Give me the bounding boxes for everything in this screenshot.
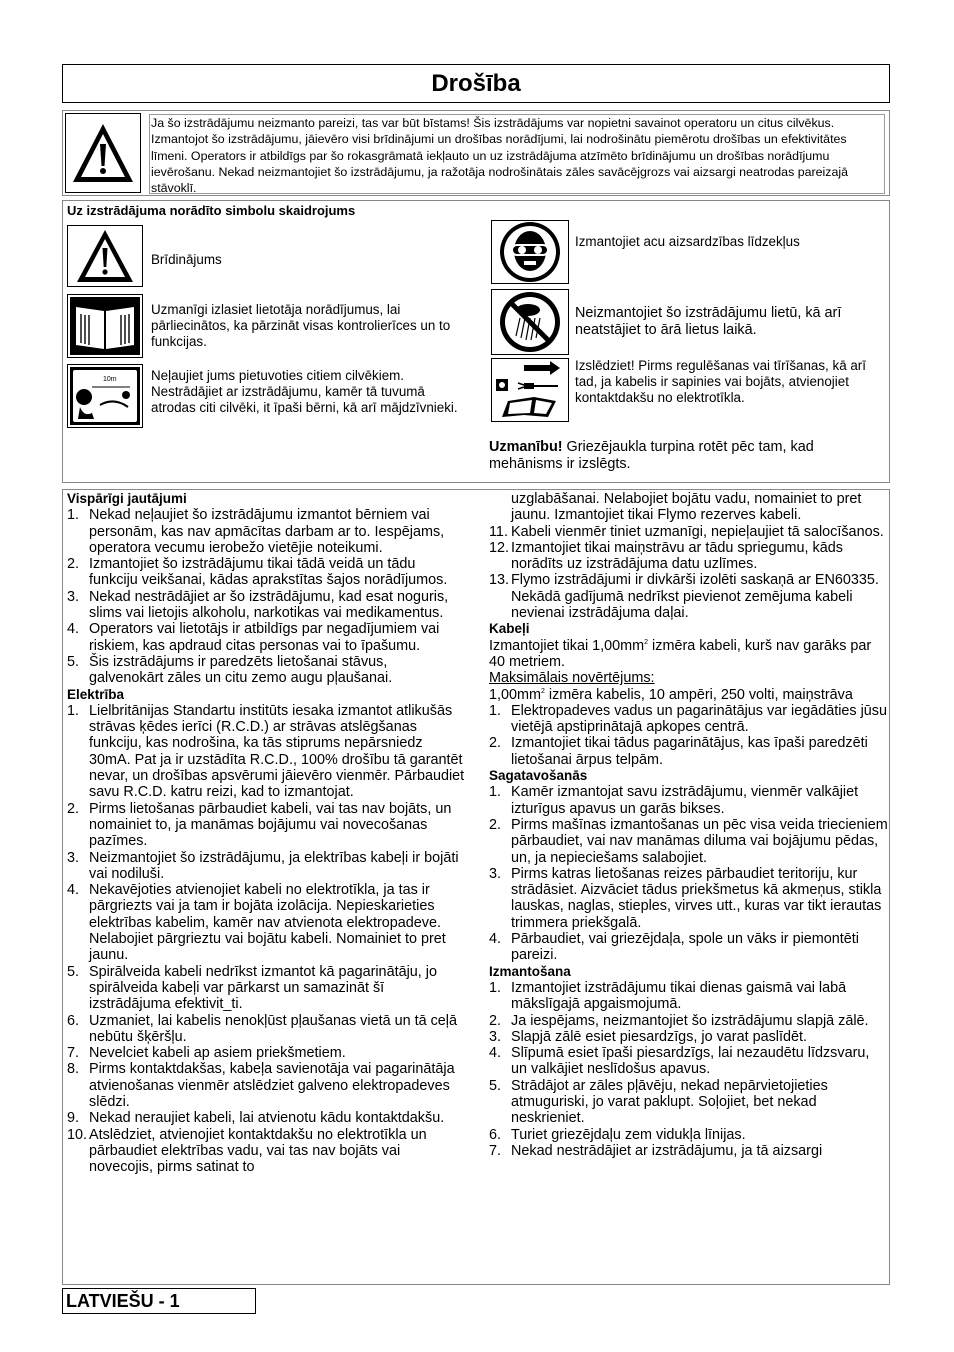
open-book-icon	[70, 297, 140, 355]
list-item: 4. Pārbaudiet, vai griezējdaļa, spole un vāks ir piemontēti pareizi.	[489, 931, 859, 964]
list-item: 8. Pirms kontaktdakšas, kabeļa savienotāja vai pagarinātāja atvienošanas vienmēr atslēdziet galveno elektropadeves slēdzi.	[67, 1061, 455, 1110]
symbols-section	[62, 200, 890, 483]
electric-list-continued	[489, 524, 889, 622]
page-title: Drošība	[431, 70, 521, 97]
list-item: 2. Ja iespējams, neizmantojiet šo izstrādājumu slapjā zālē.	[489, 1012, 869, 1029]
list-item: 13. Flymo izstrādājumi ir divkārši izolēti saskaņā ar EN60335. Nekādā gadījumā nedrīkst pievienot zemējuma kabeli nevienai izstrādājuma daļai.	[489, 572, 879, 622]
warning-triangle-icon	[75, 228, 135, 284]
warning-box	[62, 110, 890, 196]
list-item: 5. Spirālveida kabeli nedrīkst izmantot kā pagarinātāju, jo spirālveida kabeļi var pārkarst un samazināt šī izstrādājuma efektivit_ti.	[67, 963, 437, 1013]
list-item: 3. Pirms katras lietošanas reizes pārbaudiet teritoriju, kur strādāsiet. Aizvāciet tādus priekšmetus kā akmeņus, stikla lauskas, naglas, stieples, virves utt., kuras var tikt ierautas trimmera priekšgalā.	[489, 865, 882, 931]
distance-label: 10m	[103, 376, 117, 383]
use-list	[489, 980, 889, 1159]
rating-text: $1,00mm^2$ izmēra kabelis, 10 ampēri, 250 volti, maiņstrāva	[489, 686, 853, 703]
list-item: 2. Izmantojiet tikai tādus pagarinātājus, kas īpaši paredzēti lietošanai ārpus telpām.	[489, 735, 868, 768]
warning-icon-cell	[65, 113, 141, 193]
list-item: 6. Turiet griezējdaļu zem vidukļa līnijas.	[489, 1126, 746, 1143]
cables-text: Izmantojiet tikai $1,00mm^2$ izmēra kabeli, kurš nav garāks par 40 metriem.	[489, 637, 872, 670]
list-item: 7. Nevelciet kabeli ap asiem priekšmetiem.	[67, 1045, 346, 1062]
page-footer: LATVIEŠU - 1	[62, 1288, 256, 1314]
electric-list	[67, 703, 465, 1176]
list-item: 3. Slapjā zālē esiet piesardzīgs, jo varat paslīdēt.	[489, 1028, 807, 1045]
symbols-heading: Uz izstrādājuma norādīto simbolu skaidrojums	[67, 203, 356, 218]
general-list	[67, 507, 465, 686]
list-item: 10. Atslēdziet, atvienojiet kontaktdakšu no elektrotīkla un pārbaudiet elektrības vadu, vai tas nav bojāts vai novecojis, pirms satinat to	[67, 1126, 427, 1176]
warning-text: Ja šo izstrādājumu neizmanto pareizi, tas var būt bīstams! Šis izstrādājums var nopietni savainot operatoru un citus cilvēkus. Izmantojot šo izstrādājumu, jāievēro visi brīdinājumi un drošības norādījumi, lai nodrošinātu piemērotu drošības un efektivitātes līmeni. Operators ir atbildīgs par šo rokasgrāmatā iekļauto un uz izstrādājuma atzīmēto brīdinājumu un drošības norādījumu ievērošanu. Nekad neizmantojiet šo izstrādājumu, ja ražotāja nodrošinātais zāles savācējgrozs vai aizsargi neatrodas pareizajā stāvoklī.	[149, 114, 885, 194]
distance-symbol-cell	[67, 364, 143, 428]
list-item: 1. Nekad neļaujiet šo izstrādājumu izmantot bērniem vai personām, kas nav apmācītas darbam ar to. Iespējams, operatora vecumu ierobežo vietējie noteikumi.	[67, 507, 445, 556]
prep-heading: Sagatavošanās	[489, 768, 588, 784]
page-title-box	[62, 64, 890, 103]
caution-text: Griezējaukla turpina rotēt pēc tam, kad mehānisms ir izslēgts.	[489, 439, 814, 472]
no-rain-cell	[491, 289, 569, 355]
continued-item-10: uzglabāšanai. Nelabojiet bojātu vadu, nomainiet to pret jaunu. Izmantojiet tikai Flymo rezerves kabeli.	[511, 491, 862, 524]
list-item: 4. Operators vai lietotājs ir atbildīgs par negadījumiem vai riskiem, kas apdraud citas personas vai to īpašumu.	[67, 621, 440, 654]
warning-symbol-label: Brīdinājums	[151, 252, 222, 267]
list-item: 3. Nekad nestrādājiet ar šo izstrādājumu, kad esat noguris, slims vai lietojis alkoholu, narkotikas vai medikamentus.	[67, 588, 449, 622]
list-item: 9. Nekad neraujiet kabeli, lai atvienotu kādu kontaktdakšu.	[67, 1110, 445, 1127]
manual-symbol-text: Uzmanīgi izlasiet lietotāja norādījumus, lai pārliecinātos, ka pārzināt visas kontrolierīces un to funkcijas.	[151, 302, 451, 350]
eye-protection-icon	[498, 221, 562, 283]
list-item: 2. Pirms lietošanas pārbaudiet kabeli, vai tas nav bojāts, un nomainiet to, ja manāmas bojājumu vai novecošanas pazīmes.	[67, 800, 452, 850]
list-item: 4. Slīpumā esiet īpaši piesardzīgs, lai nezaudētu līdzsvaru, un valkājiet neslīdošus apavus.	[489, 1045, 870, 1078]
use-heading: Izmantošana	[489, 963, 571, 979]
general-heading: Vispārīgi jautājumi	[67, 491, 187, 506]
left-column	[67, 491, 465, 1175]
list-item: 1. Kamēr izmantojat savu izstrādājumu, vienmēr valkājiet izturīgus apavus un garās bikses.	[489, 784, 859, 817]
unplug-cell	[491, 358, 569, 422]
max-rating-label: Maksimālais novērtējums:	[489, 670, 655, 687]
unplug-text: Izslēdziet! Pirms regulēšanas vai tīrīšanas, kā arī tad, ja kabelis ir sapinies vai bojāts, atvienojiet kontaktdakšu no elektrotīkla.	[575, 358, 866, 406]
list-item: 3. Neizmantojiet šo izstrādājumu, ja elektrības kabeļi ir bojāti vai nodiluši.	[67, 849, 459, 882]
list-item: 11. Kabeli vienmēr tiniet uzmanīgi, nepieļaujiet tā salocīšanos.	[489, 523, 884, 540]
eye-protection-cell	[491, 220, 569, 284]
manual-symbol-cell	[67, 294, 143, 358]
list-item: 4. Nekavējoties atvienojiet kabeli no elektrotīkla, ja tas ir pārgriezts vai ja tam ir bojāta izolācija. Nepieskarieties elektrības kabelim, kamēr nav atvienota elektropadeve. Nelabojiet pārgrieztu vai bojātu kabeli. Nomainiet to pret jaunu.	[67, 882, 446, 964]
cables-list	[489, 703, 889, 768]
no-rain-icon	[498, 290, 562, 354]
list-item: 6. Uzmaniet, lai kabelis nenokļūst pļaušanas vietā un tā ceļā nebūtu šķēršļu.	[67, 1012, 457, 1045]
warning-symbol-cell	[67, 225, 143, 287]
distance-symbol-text: Neļaujiet jums pietuvoties citiem cilvēkiem. Nestrādājiet ar izstrādājumu, kamēr tā tuvumā atrodas citi cilvēki, it īpaši bērni, kā arī mājdzīvnieki.	[151, 368, 458, 416]
safety-instructions	[62, 489, 890, 1285]
caution-label: Uzmanību!	[489, 439, 563, 455]
list-item: 12. Izmantojiet tikai maiņstrāvu ar tādu spriegumu, kāds norādīts uz izstrādājuma datu uzlīmes.	[489, 539, 843, 573]
list-item: 2. Izmantojiet šo izstrādājumu tikai tādā veidā un tādu funkciju veikšanai, kādas aprakstītas šajos norādījumos.	[67, 556, 448, 589]
warning-triangle-icon	[70, 120, 136, 186]
eye-protection-text: Izmantojiet acu aizsardzības līdzekļus	[575, 234, 800, 249]
list-item: 5. Strādājot ar zāles pļāvēju, nekad nepārvietojieties atmuguriski, jo varat paklupt. Soļojiet, bet nekad neskrieniet.	[489, 1077, 828, 1127]
caution-note	[489, 439, 889, 473]
cables-heading: Kabeļi	[489, 621, 530, 637]
unplug-icon	[494, 361, 566, 419]
electric-heading: Elektrība	[67, 686, 125, 702]
list-item: 5. Šis izstrādājums ir paredzēts lietošanai stāvus, galvenokārt zāles un citu zemo augu pļaušanai.	[67, 653, 393, 687]
list-item: 7. Nekad nestrādājiet ar izstrādājumu, ja tā aizsargi	[489, 1142, 823, 1159]
list-item: 1. Elektropadeves vadus un pagarinātājus var iegādāties jūsu vietējā apstiprinātajā apkopes centrā.	[489, 702, 887, 736]
right-column	[489, 491, 889, 1159]
list-item: 1. Izmantojiet izstrādājumu tikai dienas gaismā vai labā mākslīgajā apgaismojumā.	[489, 979, 847, 1013]
prep-list	[489, 784, 889, 963]
list-item: 2. Pirms mašīnas izmantošanas un pēc visa veida triecieniem pārbaudiet, vai nav manāmas diluma vai bojājumu pēdas, un, ja nepieciešams salabojiet.	[489, 816, 888, 866]
list-item: 1. Lielbritānijas Standartu institūts iesaka izmantot atlikušās strāvas ķēdes ierīci (R.C.D.) ar strāvas atslēgšanas funkciju, kas nodrošina, ka tās stiprums nepārsniedz 30mA. Pat ja ir uzstādīta R.C.D., 100% drošību tā garantēt nevar, un drošības apsvērumi jāievēro vienmēr. Pārbaudiet savu R.C.D. katru reizi, kad to izmantojat.	[67, 702, 465, 801]
no-rain-text: Neizmantojiet šo izstrādājumu lietū, kā arī neatstājiet to ārā lietus laikā.	[575, 305, 842, 338]
